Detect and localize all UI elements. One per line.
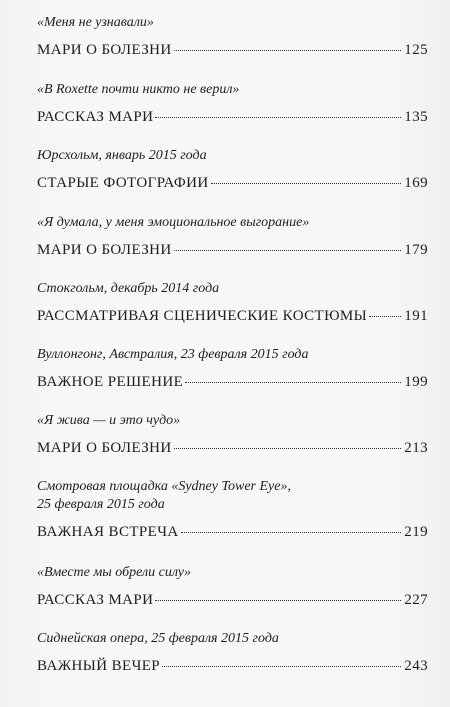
page-number: 199 <box>404 374 428 390</box>
chapter-title: РАССКАЗ МАРИ <box>37 592 154 608</box>
entry-subtitle: Сиднейская опера, 25 февраля 2015 года <box>37 631 279 646</box>
toc-row <box>37 372 428 392</box>
toc-entry <box>37 81 428 147</box>
entry-subtitle: «Вместе мы обрели силу» <box>37 565 191 580</box>
chapter-title: МАРИ О БОЛЕЗНИ <box>37 242 172 258</box>
chapter-title: ВАЖНАЯ ВСТРЕЧА <box>37 524 179 540</box>
entry-subtitle: Смотровая площадка «Sydney Tower Eye», <box>37 479 291 494</box>
entry-subtitle: «Меня не узнавали» <box>37 15 154 30</box>
toc-entry <box>37 280 428 346</box>
dot-leader <box>155 599 401 601</box>
chapter-title: РАССКАЗ МАРИ <box>37 109 154 125</box>
dot-leader <box>181 531 402 533</box>
page-number: 179 <box>404 242 428 258</box>
entry-subtitle: Стокгольм, декабрь 2014 года <box>37 281 220 296</box>
entry-subtitle: «Я думала, у меня эмоциональное выгорание» <box>37 215 310 230</box>
dot-leader <box>369 315 401 317</box>
toc-row <box>37 438 428 458</box>
page-number: 219 <box>404 524 428 540</box>
dot-leader <box>162 665 401 667</box>
page-number: 135 <box>404 109 428 125</box>
chapter-title: МАРИ О БОЛЕЗНИ <box>37 42 172 58</box>
entry-subtitle-line-2: 25 февраля 2015 года <box>37 497 165 512</box>
toc-entry <box>37 412 428 478</box>
table-of-contents <box>37 14 428 696</box>
toc-entry <box>37 14 428 81</box>
dot-leader <box>174 249 402 251</box>
toc-entry <box>37 478 428 564</box>
page-number: 213 <box>404 440 428 456</box>
chapter-title: РАССМАТРИВАЯ СЦЕНИЧЕСКИЕ КОСТЮМЫ <box>37 308 368 324</box>
chapter-title: ВАЖНЫЙ ВЕЧЕР <box>37 658 161 674</box>
chapter-title: МАРИ О БОЛЕЗНИ <box>37 440 172 456</box>
dot-leader <box>185 381 401 383</box>
entry-subtitle: «В Roxette почти никто не верил» <box>37 82 240 97</box>
entry-subtitle: Юрсхольм, январь 2015 года <box>37 148 207 163</box>
dot-leader <box>211 182 402 184</box>
toc-row <box>37 107 428 127</box>
toc-row <box>37 240 428 260</box>
toc-entry <box>37 214 428 280</box>
toc-entry <box>37 630 428 696</box>
toc-entry <box>37 147 428 214</box>
dot-leader <box>174 447 402 449</box>
page-number: 243 <box>404 658 428 674</box>
toc-row <box>37 306 428 326</box>
toc-row <box>37 590 428 610</box>
page-number: 227 <box>404 592 428 608</box>
toc-entry <box>37 564 428 630</box>
page-number: 169 <box>404 175 428 191</box>
toc-entry <box>37 346 428 412</box>
toc-row <box>37 522 428 542</box>
dot-leader <box>155 116 401 118</box>
chapter-title: ВАЖНОЕ РЕШЕНИЕ <box>37 374 184 390</box>
page-number: 191 <box>404 308 428 324</box>
entry-subtitle: «Я жива — и это чудо» <box>37 413 181 428</box>
dot-leader <box>174 49 402 51</box>
entry-subtitle: Вуллонгонг, Австралия, 23 февраля 2015 года <box>37 347 309 362</box>
page-number: 125 <box>404 42 428 58</box>
chapter-title: СТАРЫЕ ФОТОГРАФИИ <box>37 175 209 191</box>
toc-row <box>37 173 428 193</box>
toc-row <box>37 40 428 60</box>
toc-row <box>37 656 428 676</box>
